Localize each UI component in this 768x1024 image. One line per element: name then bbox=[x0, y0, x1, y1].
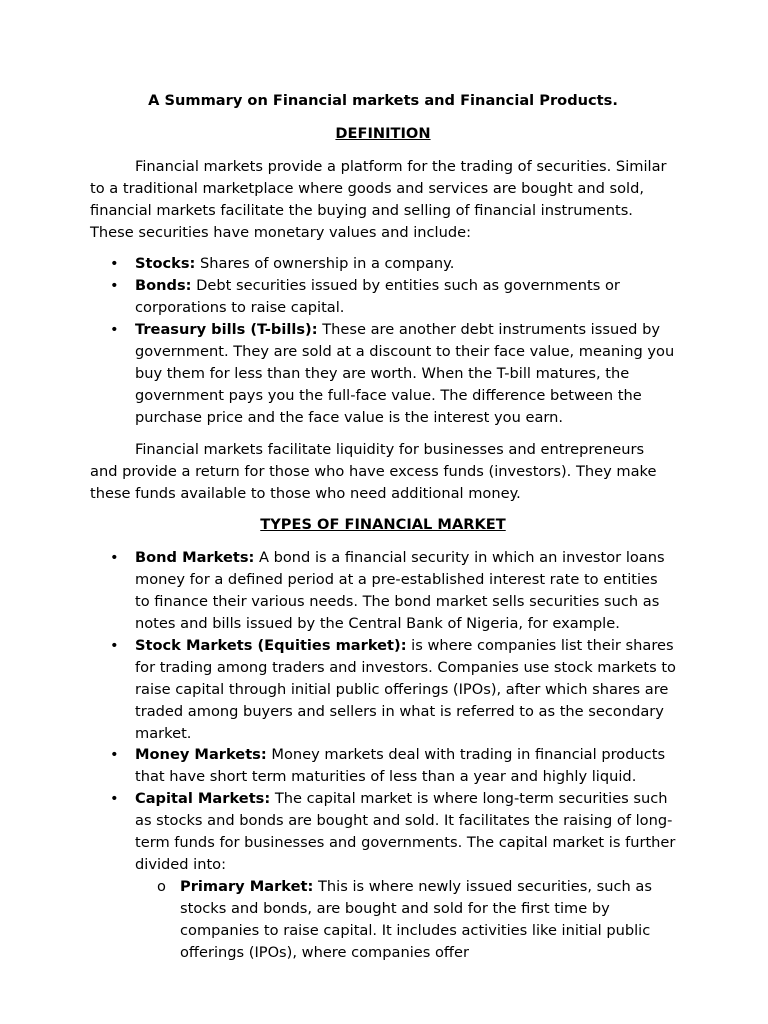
bullet-icon: • bbox=[110, 277, 119, 295]
list-item-term: Capital Markets: bbox=[135, 790, 271, 808]
sub-list-item bbox=[135, 876, 676, 964]
list-item-term: Stock Markets (Equities market): bbox=[135, 636, 407, 654]
sub-list-item-term: Primary Market: bbox=[180, 877, 314, 895]
bullet-icon: • bbox=[110, 636, 119, 654]
list-item bbox=[90, 253, 676, 275]
securities-list bbox=[90, 253, 676, 428]
list-item-text: These are another debt instruments issued by government. They are sold at a discount to their face value, meaning you buy them for less than they are worth. When the T-bill matures, the government pays you the full-face value. The difference between the purchase price and the face value is the interest you earn. bbox=[135, 321, 675, 426]
list-item bbox=[90, 744, 676, 788]
market-types-list bbox=[90, 547, 676, 963]
capital-market-sublist bbox=[135, 876, 676, 964]
definition-closing-paragraph: Financial markets facilitate liquidity for businesses and entrepreneurs and provide a return for those who have excess funds (investors). They make these funds available to those who need additional money. bbox=[90, 440, 657, 502]
list-item bbox=[90, 788, 676, 963]
list-item-term: Money Markets: bbox=[135, 746, 267, 764]
list-item-text: The capital market is where long-term securities such as stocks and bonds are bought and sold. It facilitates the raising of long-term funds for businesses and governments. The capital market is further divided into: bbox=[135, 790, 676, 873]
list-item bbox=[90, 635, 676, 745]
section-heading-types: TYPES OF FINANCIAL MARKET bbox=[260, 516, 506, 534]
bullet-icon: • bbox=[110, 321, 119, 339]
list-item-term: Bond Markets: bbox=[135, 549, 255, 567]
list-item-term: Stocks: bbox=[135, 255, 196, 273]
sub-list-item-text: This is where newly issued securities, such as stocks and bonds, are bought and sold for the first time by companies to raise capital. It includes activities like initial public offerings (IPOs), where companies offer bbox=[180, 877, 652, 961]
list-item-text: Shares of ownership in a company. bbox=[195, 255, 455, 273]
list-item-term: Bonds: bbox=[135, 277, 192, 295]
list-item bbox=[90, 319, 676, 429]
section-heading-definition: DEFINITION bbox=[335, 124, 431, 142]
definition-intro-paragraph: Financial markets provide a platform for the trading of securities. Similar to a traditional marketplace where goods and services are bought and sold, financial markets facilitate the buying and selling of financial instruments. These securities have monetary values and include: bbox=[90, 157, 667, 241]
circle-bullet-icon: o bbox=[157, 877, 166, 895]
list-item-text: Debt securities issued by entities such as governments or corporations to raise capital. bbox=[135, 277, 620, 317]
list-item-text: Money markets deal with trading in financial products that have short term maturities of less than a year and highly liquid. bbox=[135, 746, 666, 786]
bullet-icon: • bbox=[110, 746, 119, 764]
list-item-term: Treasury bills (T-bills): bbox=[135, 321, 318, 339]
document-title: A Summary on Financial markets and Financial Products. bbox=[148, 92, 618, 109]
bullet-icon: • bbox=[110, 790, 119, 808]
list-item bbox=[90, 275, 676, 319]
bullet-icon: • bbox=[110, 549, 119, 567]
list-item bbox=[90, 547, 676, 635]
bullet-icon: • bbox=[110, 255, 119, 273]
list-item-text: is where companies list their shares for trading among traders and investors. Companies use stock markets to raise capital through initial public offerings (IPOs), after which shares are traded among buyers and sellers in what is referred to as the secondary market. bbox=[135, 636, 676, 742]
list-item-text: A bond is a financial security in which an investor loans money for a defined period at a pre-established interest rate to entities to finance their various needs. The bond market sells securities such as notes and bills issued by the Central Bank of Nigeria, for example. bbox=[135, 549, 665, 633]
